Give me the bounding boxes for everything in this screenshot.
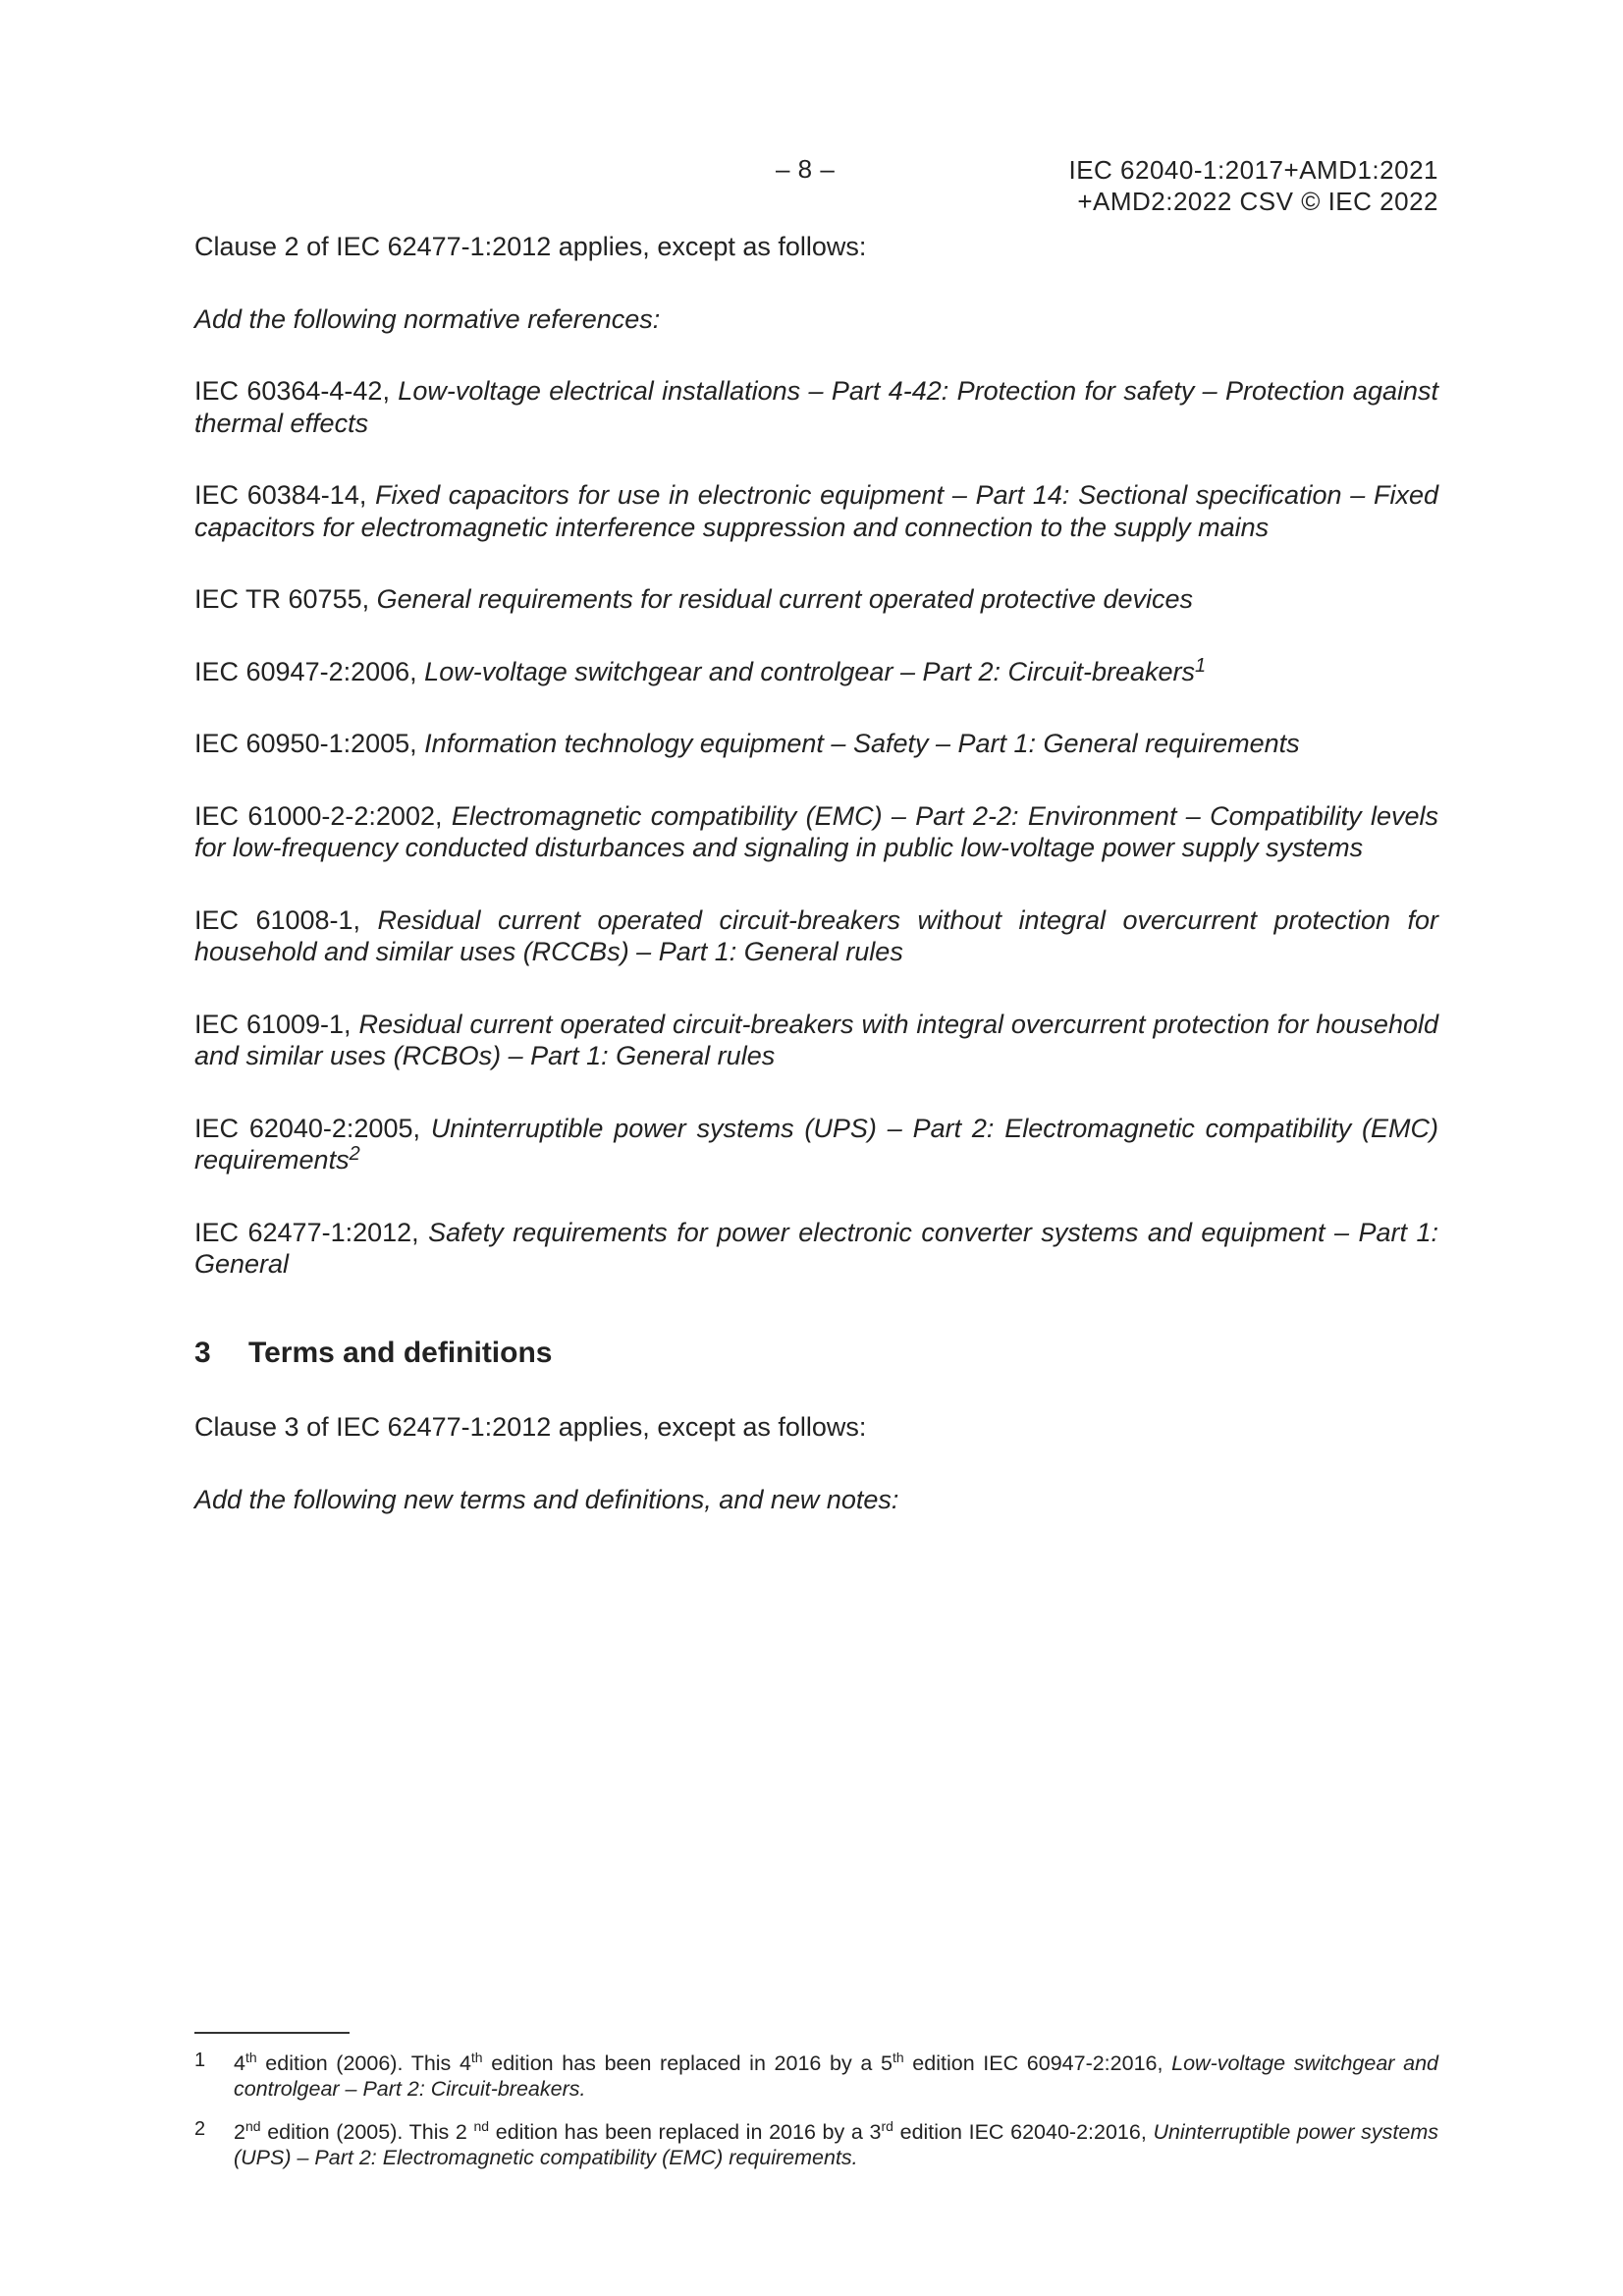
footnote-text: edition (2005). This 2 (260, 2120, 474, 2144)
document-reference-line-2: +AMD2:2022 CSV © IEC 2022 (1077, 187, 1438, 216)
reference-title: Uninterruptible power systems (UPS) – Part 2: Electromagnetic compatibility (EMC) requirements (194, 1113, 1438, 1175)
ordinal-suffix: th (892, 2050, 904, 2065)
footnote-reference-2[interactable]: 2 (349, 1143, 360, 1165)
footnote-title: Low-voltage switchgear and controlgear – Part 2: Circuit-breakers. (234, 2051, 1438, 2101)
section-3-heading (194, 1338, 1438, 1370)
reference-title: Residual current operated circuit-breakers with integral overcurrent protection for household and similar uses (RCBOs) – Part 1: General rules (194, 1009, 1438, 1070)
reference-entry (194, 1009, 1438, 1072)
section-title: Terms and definitions (248, 1336, 553, 1369)
ordinal-suffix: nd (473, 2118, 490, 2134)
footnote-text: edition IEC 62040-2:2016, (893, 2120, 1154, 2144)
reference-entry (194, 904, 1438, 968)
reference-title: Electromagnetic compatibility (EMC) – Part 2-2: Environment – Compatibility levels for low-frequency conducted disturbances and signaling in public low-voltage power supply systems (194, 800, 1438, 862)
footnote-text: 2 (234, 2120, 245, 2144)
clause-2-intro: Clause 2 of IEC 62477-1:2012 applies, except as follows: (194, 232, 867, 261)
reference-entry (194, 1113, 1438, 1176)
add-terms-instruction: Add the following new terms and definitions, and new notes: (194, 1484, 899, 1514)
footnote-marker: 1 (194, 2050, 206, 2071)
ordinal-suffix: th (470, 2050, 483, 2065)
footnote-title: Uninterruptible power systems (UPS) – Part 2: Electromagnetic compatibility (EMC) requirements. (234, 2120, 1438, 2169)
reference-entry (194, 1217, 1438, 1281)
reference-id: IEC 61008-1, (194, 904, 378, 935)
add-references-instruction: Add the following normative references: (194, 303, 661, 334)
ordinal-suffix: th (244, 2050, 257, 2065)
normative-references-list (194, 375, 1438, 1281)
ordinal-suffix: nd (244, 2118, 261, 2134)
reference-title: Information technology equipment – Safety – Part 1: General requirements (424, 729, 1300, 758)
footnote-reference-1[interactable]: 1 (1195, 654, 1207, 677)
reference-entry (194, 656, 1438, 688)
footnote-text: 4 (234, 2051, 245, 2075)
reference-entry (194, 728, 1438, 760)
footnote-text: edition (2006). This 4 (256, 2051, 471, 2075)
reference-title: Low-voltage electrical installations – Part 4-42: Protection for safety – Protection against thermal effects (194, 376, 1438, 438)
reference-id: IEC 60384-14, (194, 480, 376, 510)
page-number: – 8 – (776, 154, 836, 184)
footnote-text: edition IEC 60947-2:2016, (903, 2051, 1172, 2075)
ordinal-suffix: rd (881, 2118, 893, 2134)
document-reference (1068, 154, 1438, 217)
reference-id: IEC 60947-2:2006, (194, 656, 425, 686)
reference-title: Residual current operated circuit-breakers without integral overcurrent protection for household and similar uses (RCCBs) – Part 1: General rules (194, 904, 1438, 966)
reference-title: Fixed capacitors for use in electronic equipment – Part 14: Sectional specification – Fixed capacitors for electromagnetic interference suppression and connection to the supply mains (194, 480, 1438, 542)
footnote-1 (194, 2050, 1438, 2102)
reference-title: Low-voltage switchgear and controlgear – Part 2: Circuit-breakers (424, 656, 1196, 686)
reference-id: IEC 62040-2:2005, (194, 1113, 431, 1143)
reference-entry (194, 479, 1438, 543)
reference-id: IEC TR 60755, (194, 584, 377, 614)
section-number: 3 (194, 1336, 211, 1369)
footnotes (194, 2050, 1438, 2188)
clause-3-intro: Clause 3 of IEC 62477-1:2012 applies, except as follows: (194, 1412, 867, 1442)
footnote-text: edition has been replaced in 2016 by a 5 (482, 2051, 893, 2075)
reference-id: IEC 60364-4-42, (194, 376, 399, 406)
reference-entry (194, 375, 1438, 439)
main-content (194, 231, 1438, 1556)
reference-entry (194, 583, 1438, 616)
document-reference-line-1: IEC 62040-1:2017+AMD1:2021 (1068, 155, 1438, 185)
footnote-marker: 2 (194, 2118, 206, 2140)
footnote-2 (194, 2119, 1438, 2170)
reference-entry (194, 800, 1438, 864)
reference-title: General requirements for residual current operated protective devices (376, 584, 1194, 614)
reference-title: Safety requirements for power electronic converter systems and equipment – Part 1: General (194, 1217, 1439, 1279)
footnote-text: edition has been replaced in 2016 by a 3 (489, 2120, 882, 2144)
footnote-separator (194, 2032, 350, 2034)
reference-id: IEC 60950-1:2005, (194, 729, 425, 758)
reference-id: IEC 61009-1, (194, 1009, 359, 1039)
reference-id: IEC 62477-1:2012, (194, 1217, 429, 1247)
reference-id: IEC 61000-2-2:2002, (194, 800, 452, 831)
